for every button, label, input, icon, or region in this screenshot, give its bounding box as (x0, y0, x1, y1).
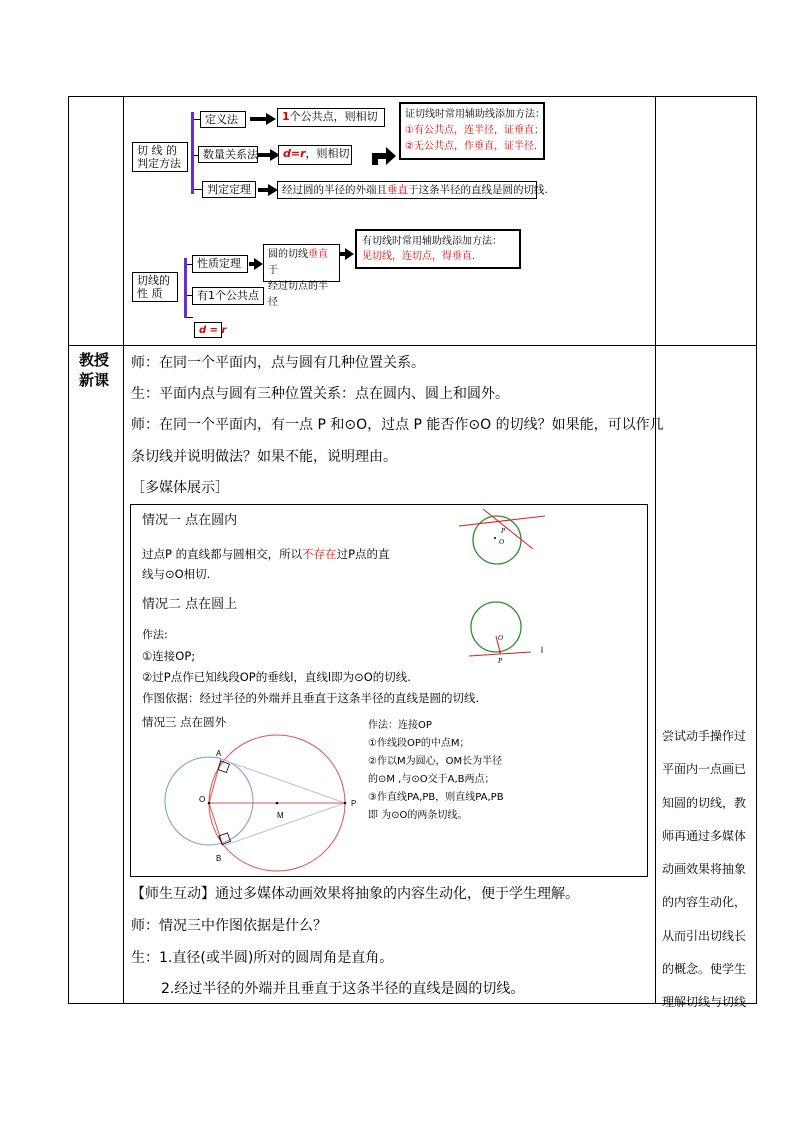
svg-text:O: O (498, 634, 504, 642)
table-col-divider-2 (655, 96, 656, 1004)
bent-arrow-icon (370, 143, 398, 167)
svg-text:M: M (277, 811, 284, 820)
radius-ob (209, 803, 223, 846)
property-result-box: 圆的切线垂直于 经过切点的半径 (263, 244, 340, 282)
table-right-border (756, 96, 757, 1004)
paragraph-teacher-q3: 师：情况三中作图依据是什么？ (131, 918, 327, 934)
line-pa (221, 759, 345, 803)
paragraph-interaction: 【师生互动】通过多媒体动画效果将抽象的内容生动化，便于学生理解。 (131, 886, 579, 902)
one-common-point-box: 有1个公共点 (192, 287, 264, 305)
table-top-border (68, 96, 757, 97)
svg-text:P: P (498, 657, 503, 665)
criteria-bracket (191, 112, 194, 194)
svg-text:A: A (216, 749, 222, 758)
quantity-method-box: 数量关系法 (198, 146, 258, 163)
case2-basis: 作图依据：经过半径的外端并且垂直于这条半径的直线是圆的切线. (142, 691, 480, 705)
table-left-border (68, 96, 69, 1004)
svg-text:O: O (199, 795, 206, 804)
arrow-icon (250, 112, 276, 126)
paragraph-student-a3-2: 2.经过半径的外端并且垂直于这条半径的直线是圆的切线。 (161, 981, 525, 997)
case1-figure (455, 505, 565, 585)
paragraph-student-a1: 生：平面内点与圆有三种位置关系：点在圆内、圆上和圆外。 (131, 386, 509, 402)
case2-step1: ①连接OP; (142, 649, 196, 663)
svg-text:P: P (351, 799, 357, 808)
property-label: 切线的 性 质 (132, 272, 178, 302)
case1-text-line1: 过点P 的直线都与圆相交，所以不存在过P点的直 (142, 547, 390, 561)
case2-step2: ②过P点作已知线段OP的垂线l，直线l即为⊙O的切线. (142, 670, 411, 684)
theorem-method-box: 判定定理 (202, 181, 256, 198)
section-label: 教授 新课 (79, 351, 110, 389)
arrow-icon (258, 148, 280, 162)
case2-method: 作法: (142, 628, 168, 641)
table-row-divider (68, 345, 757, 346)
svg-text:B: B (216, 854, 222, 863)
d-equals-r-box: d = r (194, 322, 222, 338)
property-bracket (184, 258, 187, 318)
case2-title: 情况二 点在圆上 (142, 597, 238, 612)
theorem-result-box: 经过圆的半径的外端且垂直于这条半径的直线是圆的切线. (277, 181, 537, 199)
aux-method-box-2: 有切线时常用辅助线添加方法： 见切线，连切点，得垂直. (355, 229, 521, 269)
paragraph-teacher-q2-line1: 师：在同一个平面内，有一点 P 和⊙O，过点 P 能否作⊙O 的切线？如果能，可以作几 (131, 417, 664, 433)
paragraph-student-a3-1: 生：1.直径(或半圆)所对的圆周角是直角。 (131, 950, 394, 966)
circle-o (471, 602, 521, 652)
aux-method-box: 证切线时常用辅助线添加方法： ①有公共点，连半径，证垂直； ②无公共点，作垂直，证半径. (399, 102, 545, 160)
case1-text-line2: 线与⊙O相切. (142, 567, 211, 581)
design-intent-note: 尝试动手操作过 平面内一点画已 知圆的切线，教 师再通过多媒体 动画效果将抽象 的内容生动化， 从而引出切线长 的概念。使学生 理解切线与切线 (662, 729, 747, 1010)
property-theorem-box: 性质定理 (192, 255, 248, 273)
paragraph-teacher-q2-line2: 条切线并说明做法？如果不能，说明理由。 (131, 449, 397, 465)
secant-line-2 (483, 509, 533, 549)
definition-result-box: 1个公共点，则相切 (277, 108, 385, 127)
multimedia-note: ［多媒体展示］ (131, 480, 229, 496)
table-bottom-border (68, 1003, 757, 1004)
quantity-result-box: d=r，则相切 (278, 145, 352, 165)
arrow-icon (249, 257, 263, 271)
case3-figure (155, 728, 370, 873)
arrow-icon (340, 247, 354, 261)
svg-text:l: l (541, 645, 543, 655)
arrow-icon (258, 183, 278, 197)
paragraph-teacher-q1: 师：在同一个平面内，点与圆有几种位置关系。 (131, 355, 425, 371)
table-col-divider-1 (123, 96, 124, 1004)
svg-text:O: O (499, 538, 505, 546)
case3-title: 情况三 点在圆外 (142, 715, 227, 729)
svg-text:P: P (501, 527, 506, 535)
case2-figure (462, 600, 562, 670)
case1-title: 情况一 点在圆内 (142, 513, 238, 528)
point-o (494, 537, 496, 539)
case3-steps: 作法：连接OP ①作线段OP的中点M； ②作以M为圆心，OM长为半径 的⊙M ,与⊙O交于A,B两点； ③作直线PA,PB，则直线PA,PB 即 为⊙O的两条切线。 (368, 720, 504, 821)
criteria-label: 切 线 的 判定方法 (132, 142, 188, 172)
line-pb (223, 803, 345, 846)
definition-method-box: 定义法 (200, 111, 246, 128)
